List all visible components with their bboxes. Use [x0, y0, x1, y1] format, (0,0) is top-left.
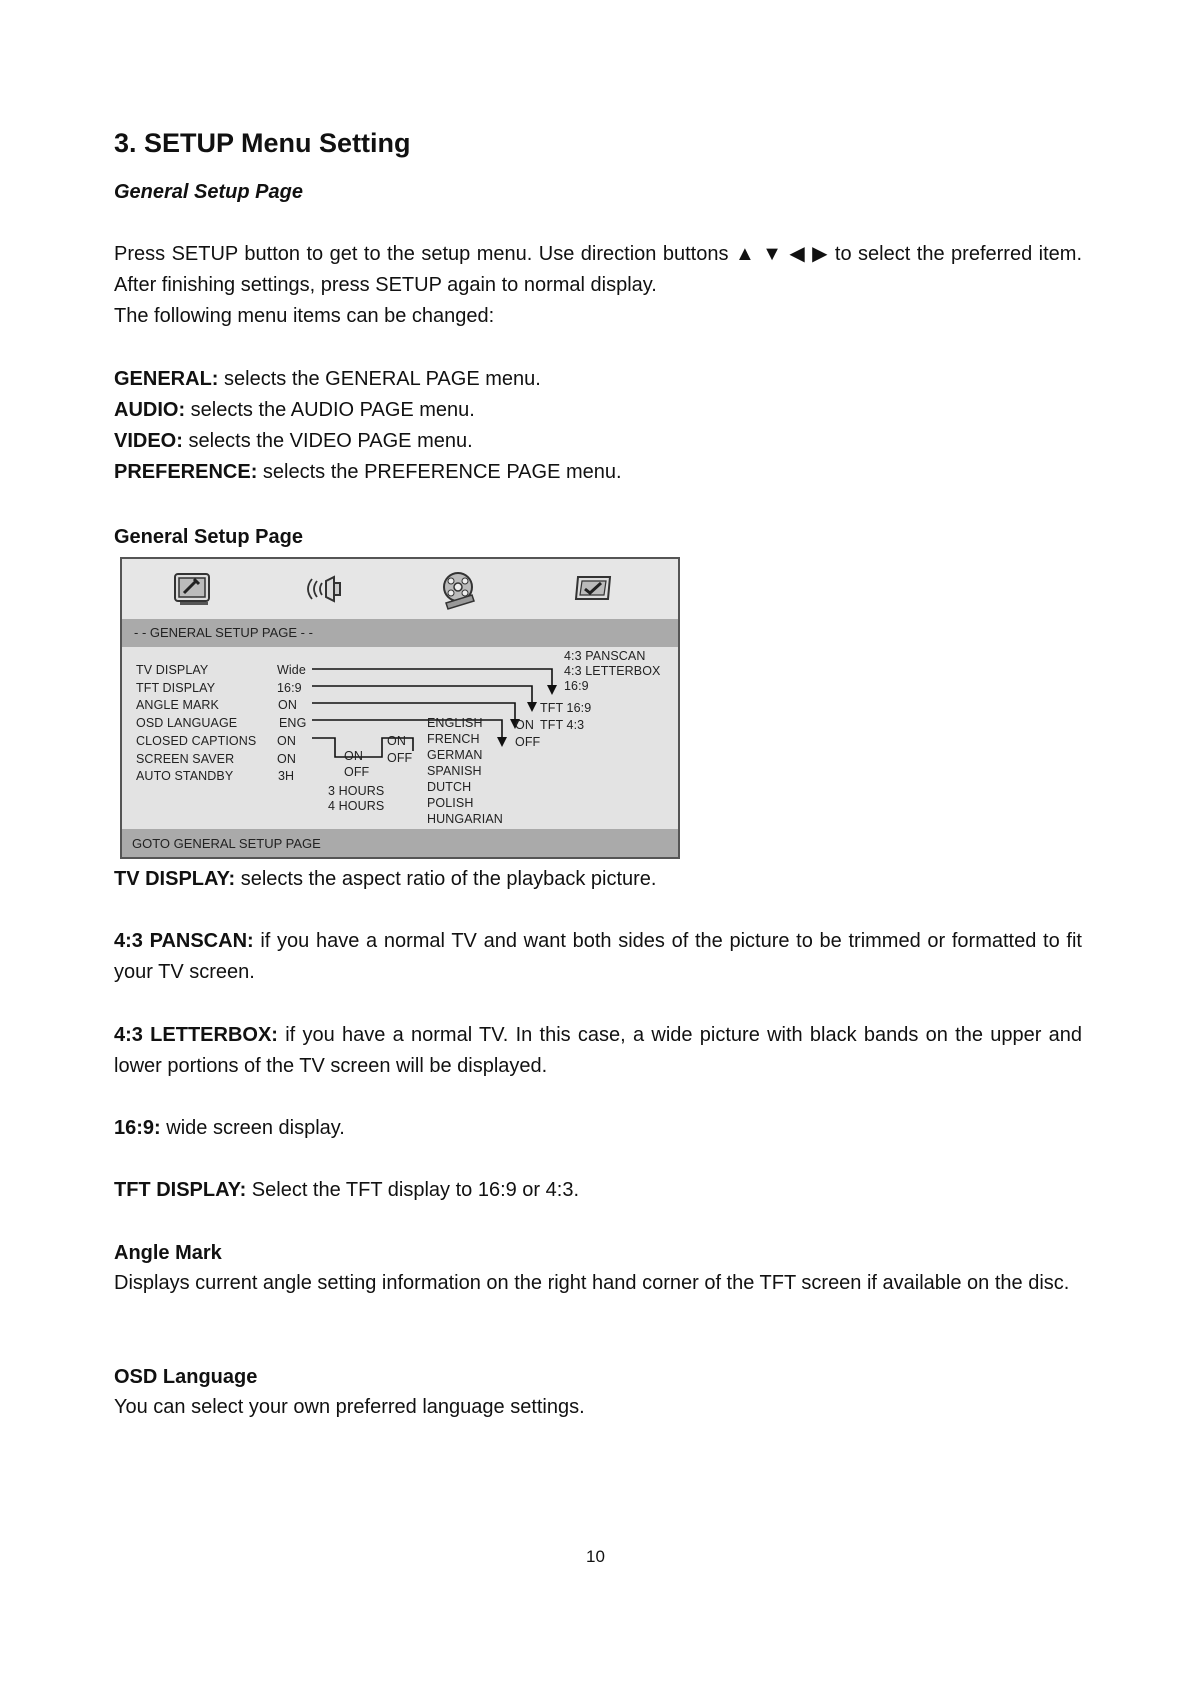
page-list-item	[114, 364, 1082, 395]
term: PREFERENCE:	[114, 461, 258, 483]
desc: wide screen display.	[160, 1117, 345, 1139]
desc: selects the GENERAL PAGE menu.	[218, 368, 541, 390]
direction-arrows-icon: ▲ ▼ ◀ ▶	[734, 243, 829, 265]
desc: selects the PREFERENCE PAGE menu.	[257, 461, 622, 483]
definition	[114, 864, 1082, 895]
tft-option: TFT 16:9	[540, 701, 592, 715]
menu-item-label: AUTO STANDBY	[136, 769, 234, 783]
page-list-item	[114, 426, 1082, 457]
saver-option: OFF	[344, 765, 370, 779]
term: 16:9:	[114, 1117, 161, 1139]
tft-option: TFT 4:3	[540, 718, 585, 732]
menu-title-bar: - - GENERAL SETUP PAGE - -	[122, 619, 678, 647]
tv-option: 4:3 LETTERBOX	[564, 664, 661, 678]
saver-option: ON	[344, 749, 363, 763]
term: GENERAL:	[114, 368, 219, 390]
term: TFT DISPLAY:	[114, 1179, 247, 1201]
menu-item-label: TV DISPLAY	[136, 663, 209, 677]
term: TV DISPLAY:	[114, 868, 236, 890]
page-list	[114, 364, 1082, 488]
angle-mark-text: Displays current angle setting information on the right hand corner of the TFT screen if available on the disc.	[114, 1272, 1070, 1294]
menu-item-value: ENG	[279, 716, 307, 730]
angle-option: ON	[515, 718, 534, 732]
term: VIDEO:	[114, 430, 183, 452]
section-heading: 3. SETUP Menu Setting	[114, 128, 411, 158]
desc: Select the TFT display to 16:9 or 4:3.	[246, 1179, 580, 1201]
definition	[114, 1113, 1082, 1144]
intro-text-3: The following menu items can be changed:	[114, 305, 495, 327]
osd-language-heading: OSD Language	[114, 1366, 258, 1388]
subsection-heading: General Setup Page	[114, 181, 303, 203]
language-option: GERMAN	[427, 748, 483, 762]
language-option: DUTCH	[427, 780, 472, 794]
option-connector-lines	[122, 559, 678, 857]
term: 4:3 PANSCAN:	[114, 930, 254, 952]
language-option: SPANISH	[427, 764, 482, 778]
standby-option: 3 HOURS	[328, 784, 385, 798]
term: 4:3 LETTERBOX:	[114, 1024, 278, 1046]
angle-option: OFF	[515, 735, 541, 749]
standby-option: 4 HOURS	[328, 799, 385, 813]
definition	[114, 926, 1082, 988]
page-list-item	[114, 457, 1082, 488]
term: AUDIO:	[114, 399, 186, 421]
desc: selects the VIDEO PAGE menu.	[182, 430, 473, 452]
figure-heading: General Setup Page	[114, 526, 303, 548]
desc: if you have a normal TV and want both sides of the picture to be trimmed or formatted to fit your TV screen.	[114, 930, 1082, 983]
desc: if you have a normal TV. In this case, a wide picture with black bands on the upper and lower portions of the TV screen will be displayed.	[114, 1024, 1082, 1077]
language-option: POLISH	[427, 796, 474, 810]
menu-item-label: SCREEN SAVER	[136, 752, 235, 766]
desc: selects the AUDIO PAGE menu.	[185, 399, 475, 421]
page-number: 10	[586, 1547, 605, 1566]
tv-option: 4:3 PANSCAN	[564, 649, 646, 663]
language-option: FRENCH	[427, 732, 480, 746]
osd-language-text: You can select your own preferred language settings.	[114, 1396, 585, 1418]
intro-text-2: to select the preferred item. After finishing settings, press SETUP again to normal display.	[114, 243, 1082, 296]
menu-item-value: 16:9	[277, 681, 302, 695]
menu-item-value: Wide	[277, 663, 306, 677]
setup-menu-screenshot	[120, 557, 680, 859]
caption-option: ON	[387, 734, 406, 748]
menu-item-value: ON	[277, 752, 296, 766]
page-list-item	[114, 395, 1082, 426]
definition	[114, 1020, 1082, 1082]
angle-mark-heading: Angle Mark	[114, 1242, 222, 1264]
menu-item-label: ANGLE MARK	[136, 698, 219, 712]
desc: selects the aspect ratio of the playback picture.	[235, 868, 657, 890]
menu-item-label: CLOSED CAPTIONS	[136, 734, 257, 748]
tv-option: 16:9	[564, 679, 589, 693]
menu-item-value: ON	[277, 734, 296, 748]
menu-item-value: ON	[278, 698, 297, 712]
menu-item-label: TFT DISPLAY	[136, 681, 216, 695]
language-option: ENGLISH	[427, 716, 483, 730]
caption-option: OFF	[387, 751, 413, 765]
menu-item-value: 3H	[278, 769, 295, 783]
intro-text-1: Press SETUP button to get to the setup menu. Use direction buttons	[114, 243, 729, 265]
intro-paragraph	[114, 239, 1082, 332]
menu-footer-bar: GOTO GENERAL SETUP PAGE	[122, 829, 678, 857]
menu-item-label: OSD LANGUAGE	[136, 716, 238, 730]
definition	[114, 1175, 1082, 1206]
language-option: HUNGARIAN	[427, 812, 503, 826]
